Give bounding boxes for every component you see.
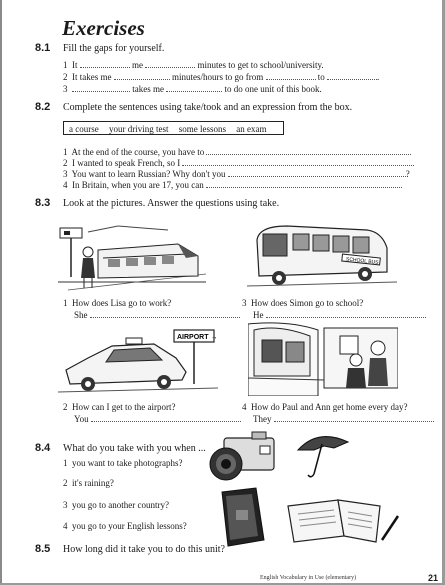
exercise-number-8-5: 8.5 xyxy=(35,543,51,555)
gap-blank[interactable] xyxy=(80,58,130,68)
train-station-illustration xyxy=(58,222,206,294)
take-item-2: 2 it's raining? xyxy=(63,478,114,488)
gap-line-2: 2 It takes me minutes/hours to go from to . xyxy=(63,72,380,82)
question-1: 1 How does Lisa go to work? xyxy=(63,298,172,308)
gap-blank[interactable] xyxy=(274,412,434,422)
answer-3: He xyxy=(253,308,426,320)
exercise-instruction-8-1: Fill the gaps for yourself. xyxy=(63,43,165,54)
exercise-instruction-8-3: Look at the pictures. Answer the questions using take. xyxy=(63,198,280,209)
box-expression: an exam xyxy=(236,124,267,134)
gap-blank[interactable] xyxy=(327,70,377,80)
question-3: 3 How does Simon go to school? xyxy=(242,298,364,308)
box-expression: some lessons xyxy=(178,124,226,134)
exercise-number-8-3: 8.3 xyxy=(35,197,51,209)
gap-blank[interactable] xyxy=(228,167,406,177)
exercise-number-8-2: 8.2 xyxy=(35,101,51,113)
gap-line-1: 1 It me minutes to get to school/university. xyxy=(63,60,324,70)
gap-blank[interactable] xyxy=(90,308,240,318)
notebook-icon xyxy=(284,496,402,544)
answer-1: She xyxy=(74,308,240,320)
airport-sign: AIRPORT → xyxy=(177,334,218,341)
box-expression: your driving test xyxy=(108,124,169,134)
take-item-1: 1 you want to take photographs? xyxy=(63,458,183,468)
take-item-4: 4 you go to your English lessons? xyxy=(63,521,187,531)
sentence-line-1: 1 At the end of the course, you have to xyxy=(63,145,411,157)
camera-icon xyxy=(206,428,278,484)
passport-icon xyxy=(210,486,268,552)
gap-blank[interactable] xyxy=(206,178,402,188)
gap-blank[interactable] xyxy=(266,70,316,80)
page-number: 21 xyxy=(428,573,439,583)
answer-4: They xyxy=(253,412,434,424)
exercise-number-8-1: 8.1 xyxy=(35,42,51,54)
book-footer: English Vocabulary in Use (elementary) xyxy=(260,575,357,581)
question-4: 4 How do Paul and Ann get home every day? xyxy=(242,402,408,412)
page-title: Exercises xyxy=(62,16,145,40)
school-bus-sign: SCHOOL BUS xyxy=(345,256,379,266)
take-item-3: 3 you go to another country? xyxy=(63,500,169,510)
umbrella-icon xyxy=(294,428,352,480)
gap-blank[interactable] xyxy=(206,145,411,155)
exercise-instruction-8-2: Complete the sentences using take/took and an expression from the box. xyxy=(63,102,353,113)
sentence-line-2: 2 I wanted to speak French, so I xyxy=(63,156,414,168)
box-expression: a course xyxy=(69,124,99,134)
answer-2: You xyxy=(74,412,241,424)
gap-blank[interactable] xyxy=(91,412,241,422)
exercise-instruction-8-4: What do you take with you when ... xyxy=(63,443,206,454)
sentence-line-4: 4 In Britain, when you are 17, you can xyxy=(63,178,402,190)
underground-station-illustration xyxy=(248,320,398,396)
gap-blank[interactable] xyxy=(145,58,195,68)
gap-line-3: 3 takes me to do one unit of this book. xyxy=(63,84,322,94)
sentence-line-3: 3 You want to learn Russian? Why don't you ? xyxy=(63,169,410,179)
exercise-number-8-4: 8.4 xyxy=(35,442,51,454)
expression-box xyxy=(63,121,284,135)
gap-blank[interactable] xyxy=(72,82,130,92)
gap-blank[interactable] xyxy=(182,156,414,166)
exercise-instruction-8-5: How long did it take you to do this unit? xyxy=(63,544,225,555)
page-frame-left xyxy=(0,0,2,585)
gap-blank[interactable] xyxy=(166,82,222,92)
school-bus-illustration xyxy=(247,220,397,294)
gap-blank[interactable] xyxy=(114,70,170,80)
gap-blank[interactable] xyxy=(266,308,426,318)
question-2: 2 How can I get to the airport? xyxy=(63,402,176,412)
taxi-airport-illustration xyxy=(58,324,218,396)
